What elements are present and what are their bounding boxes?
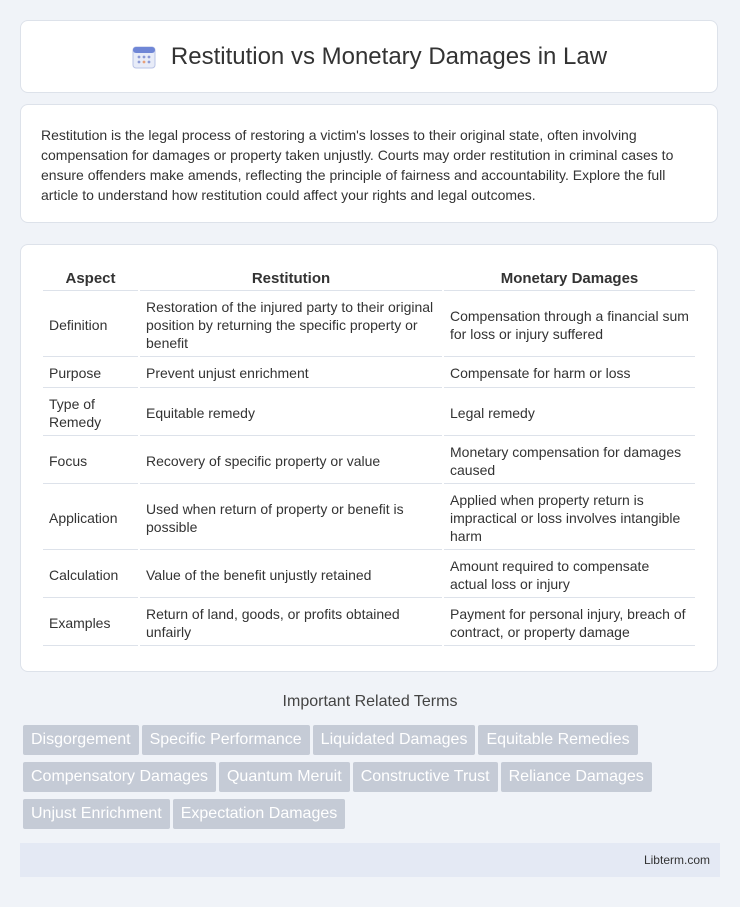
cell-restitution: Equitable remedy	[140, 390, 442, 436]
footer-link[interactable]: Libterm.com	[643, 853, 710, 867]
comparison-card	[20, 244, 718, 672]
table-row	[43, 293, 695, 357]
related-terms-title: Important Related Terms	[282, 693, 458, 710]
table-row	[43, 486, 695, 550]
header-card	[20, 20, 718, 93]
cell-monetary: Payment for personal injury, breach of contract, or property damage	[444, 600, 695, 646]
tag-disgorgement[interactable]: Disgorgement	[23, 725, 139, 755]
table-row	[43, 390, 695, 436]
calendar-icon	[131, 44, 157, 70]
cell-restitution: Value of the benefit unjustly retained	[140, 552, 442, 598]
table-row	[43, 438, 695, 484]
tag-unjust-enrichment[interactable]: Unjust Enrichment	[23, 799, 170, 829]
cell-monetary: Compensate for harm or loss	[444, 359, 695, 388]
cell-aspect: Examples	[43, 600, 138, 646]
intro-card	[20, 104, 718, 223]
tag-compensatory-damages[interactable]: Compensatory Damages	[23, 762, 216, 792]
table-row	[43, 600, 695, 646]
cell-monetary: Amount required to compensate actual loss or injury	[444, 552, 695, 598]
tag-reliance-damages[interactable]: Reliance Damages	[501, 762, 652, 792]
cell-aspect: Purpose	[43, 359, 138, 388]
cell-restitution: Restoration of the injured party to their original position by returning the specific property or benefit	[140, 293, 442, 357]
cell-monetary: Compensation through a financial sum for loss or injury suffered	[444, 293, 695, 357]
footer	[20, 843, 720, 877]
cell-restitution: Used when return of property or benefit is possible	[140, 486, 442, 550]
tag-expectation-damages[interactable]: Expectation Damages	[173, 799, 346, 829]
header-restitution: Restitution	[140, 267, 442, 291]
cell-aspect: Application	[43, 486, 138, 550]
cell-monetary: Legal remedy	[444, 390, 695, 436]
table-row	[43, 359, 695, 388]
tag-equitable-remedies[interactable]: Equitable Remedies	[478, 725, 637, 755]
cell-monetary: Monetary compensation for damages caused	[444, 438, 695, 484]
comparison-table	[41, 265, 697, 648]
cell-restitution: Recovery of specific property or value	[140, 438, 442, 484]
cell-aspect: Calculation	[43, 552, 138, 598]
cell-aspect: Definition	[43, 293, 138, 357]
cell-restitution: Return of land, goods, or profits obtained unfairly	[140, 600, 442, 646]
cell-aspect: Focus	[43, 438, 138, 484]
page-title: Restitution vs Monetary Damages in Law	[170, 42, 608, 70]
table-row	[43, 552, 695, 598]
intro-text: Restitution is the legal process of restoring a victim's losses to their original state, often involving compensation for damages or property taken unjustly. Courts may order restitution in criminal cases to ensure offenders make amends, reflecting the principle of fairness and accountability. Explore the full article to understand how restitution could affect your rights and legal outcomes.	[41, 127, 674, 203]
tag-constructive-trust[interactable]: Constructive Trust	[353, 762, 498, 792]
related-terms-tags	[23, 725, 723, 836]
cell-monetary: Applied when property return is impractical or loss involves intangible harm	[444, 486, 695, 550]
header-monetary-damages: Monetary Damages	[444, 267, 695, 291]
cell-restitution: Prevent unjust enrichment	[140, 359, 442, 388]
cell-aspect: Type of Remedy	[43, 390, 138, 436]
tag-quantum-meruit[interactable]: Quantum Meruit	[219, 762, 350, 792]
header-aspect: Aspect	[43, 267, 138, 291]
tag-liquidated-damages[interactable]: Liquidated Damages	[313, 725, 476, 755]
tag-specific-performance[interactable]: Specific Performance	[142, 725, 310, 755]
